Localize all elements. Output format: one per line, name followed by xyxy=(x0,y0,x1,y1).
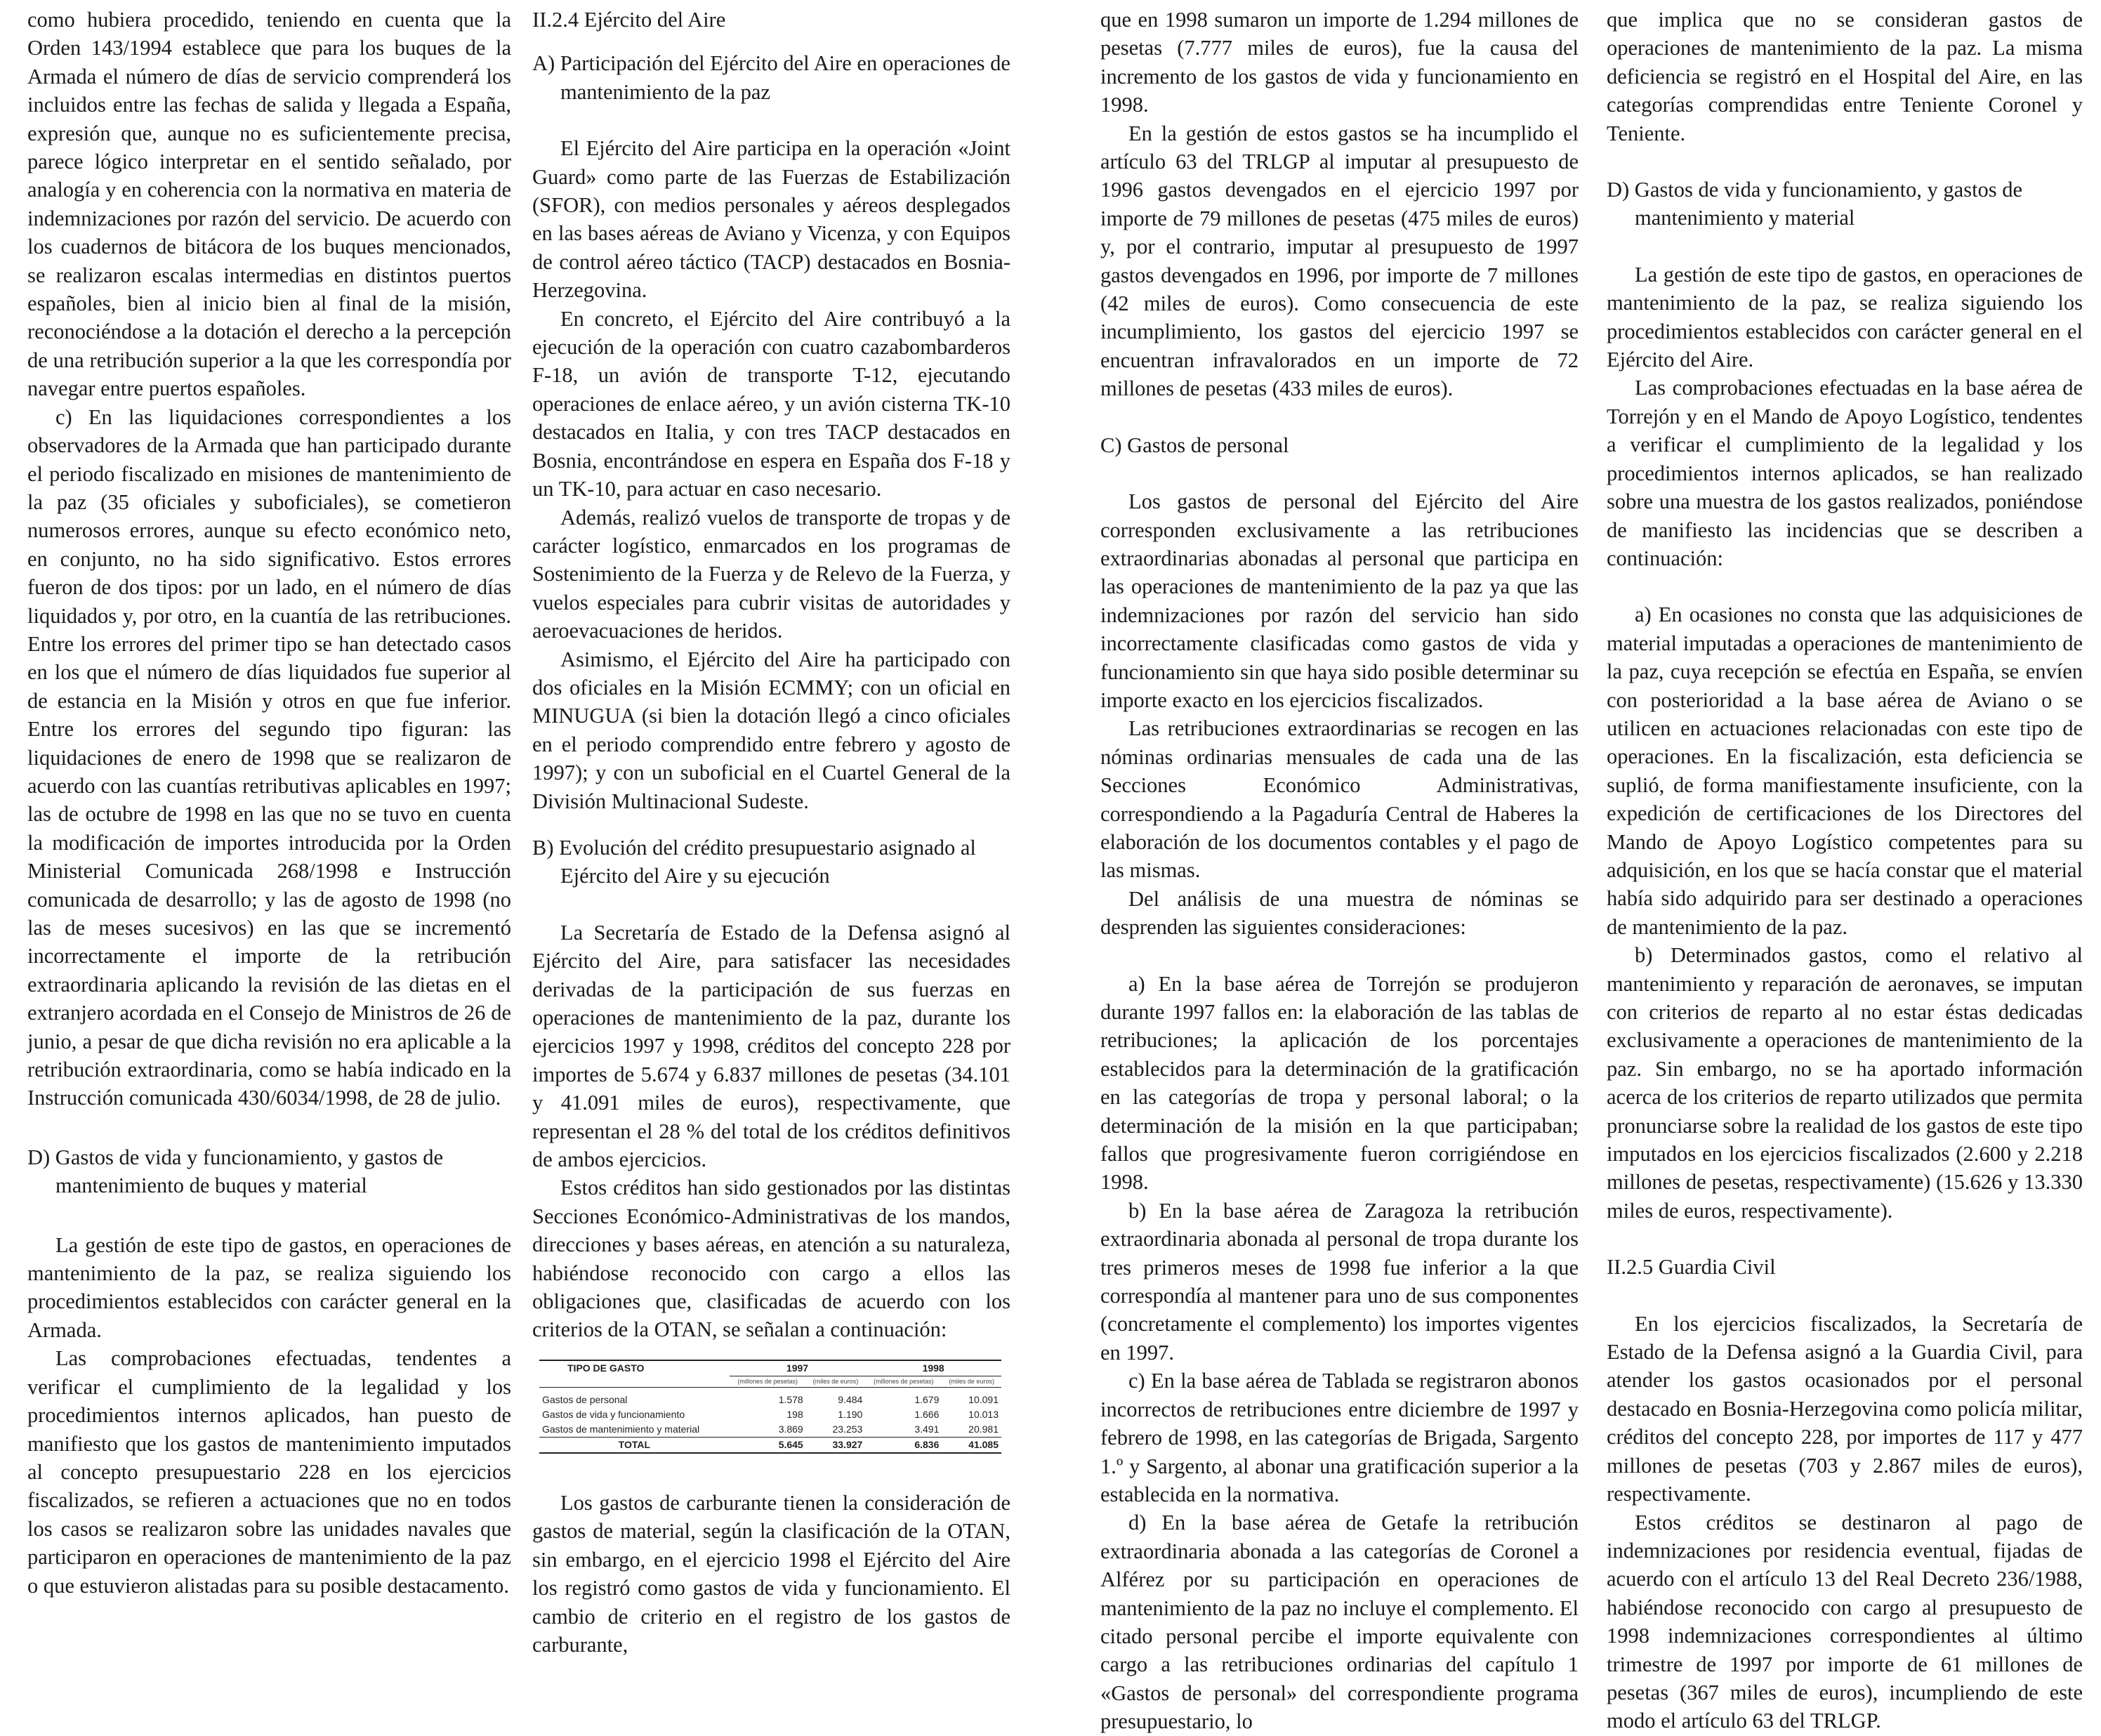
table-header-type: TIPO DE GASTO xyxy=(539,1360,730,1376)
cell: 198 xyxy=(786,1408,803,1420)
cell: 33.927 xyxy=(806,1437,866,1453)
cell: 3.869 xyxy=(778,1423,803,1435)
column-1 xyxy=(27,6,511,1618)
cell: 10.091 xyxy=(968,1393,999,1405)
paragraph: Estos créditos se destinaron al pago de indemnizaciones por residencia eventual, fijadas de acuerdo con el artículo 13 del Real Decreto 236/1988, habiéndose reconocido con cargo al presupuesto de 1998 indemnizaciones correspondientes al último trimestre de 1997 por importe de 61 millones de pesetas (367 miles de euros), incumpliendo de este modo el artículo 63 del TRLGP. xyxy=(1607,1510,2083,1733)
column-4 xyxy=(1607,6,2083,1733)
unit-label: (miles de euros) xyxy=(806,1376,866,1387)
column-2 xyxy=(532,6,1010,1657)
table-header-year: 1998 xyxy=(865,1360,1001,1376)
paragraph: Estos créditos han sido gestionados por las distintas Secciones Económico-Administrativas de los mandos, direcciones y bases aéreas, en atención a su naturaleza, habiéndose reconocido con cargo a ellos las obligaciones que, clasificadas de acuerdo con los criterios de la OTAN, se señalan a continuación: xyxy=(532,1176,1010,1342)
section-heading: C) Gastos de personal xyxy=(1100,433,1289,457)
paragraph: a) En la base aérea de Torrejón se produjeron durante 1997 fallos en: la elaboración de las tablas de retribuciones; la aplicación de los porcentajes establecidos para la determinación de la gratificación en las categorías de tropa y personal laboral; o la determinación de la misión en la que participaban; fallos que progresivamente fueron corrigiéndose en 1998. xyxy=(1100,971,1579,1195)
row-label: Gastos de mantenimiento y material xyxy=(542,1423,700,1435)
paragraph: a) En ocasiones no consta que las adquisiciones de material imputadas a operaciones de mantenimiento de la paz, cuya recepción se efectúa en España, se envíen con posterioridad a la base aérea de Aviano o se utilicen en actuaciones relacionadas con este tipo de operaciones. En la fiscalización, esta deficiencia se suplió, de forma manifiestamente insuficiente, con la expedición de certificaciones de los Directores del Mando de Apoyo Logístico competentes para su adquisición, en los que se hacía constar que el material había sido adquirido para ser destinado a operaciones de mantenimiento de la paz. xyxy=(1607,603,2083,939)
row-label: Gastos de personal xyxy=(542,1393,628,1405)
table-total-row xyxy=(539,1437,1001,1453)
paragraph: En los ejercicios fiscalizados, la Secretaría de Estado de la Defensa asignó a la Guardia Civil, para atender los gastos ocasionados por el personal destacado en Bosnia-Herzegovina como policía militar, créditos del concepto 228, por importes de 117 y 477 millones de pesetas (703 y 2.867 miles de euros), respectivamente. xyxy=(1607,1311,2083,1506)
paragraph: Del análisis de una muestra de nóminas se desprenden las siguientes consideraciones: xyxy=(1100,886,1579,940)
paragraph: como hubiera procedido, teniendo en cuenta que la Orden 143/1994 establece que para los buques de la Armada el número de días de servicio comprenderá los incluidos entre las fechas de salida y llegada a España, expresión que, aunque no es suficientemente precisa, parece lógico interpretar en el sentido señalado, por analogía y en coherencia con la normativa en materia de indemnizaciones por razón del servicio. De acuerdo con los cuadernos de bitácora de los buques mencionados, se realizaron escalas intermedias en distintos puertos españoles, bien al inicio bien al final de la misión, reconociéndose a la dotación el derecho a la percepción de una retribución superior a la que les correspondía por navegar entre puertos españoles. xyxy=(27,8,511,401)
unit-label: (miles de euros) xyxy=(942,1376,1001,1387)
paragraph: La gestión de este tipo de gastos, en operaciones de mantenimiento de la paz, se realiza siguiendo los procedimientos establecidos con carácter general en la Armada. xyxy=(27,1232,511,1342)
paragraph: que en 1998 sumaron un importe de 1.294 millones de pesetas (7.777 miles de euros), fue la causa del incremento de los gastos de vida y funcionamiento en 1998. xyxy=(1100,8,1579,117)
paragraph: d) En la base aérea de Getafe la retribución extraordinaria abonada a las categorías de Coronel a Alférez por su participación en operaciones de mantenimiento de la paz no incluye el complemento. El citado personal percibe el importe equivalente con cargo a las retribuciones ordinarias del capítulo 1 «Gastos de personal» del correspondiente programa presupuestario, lo xyxy=(1100,1511,1579,1734)
paragraph: En concreto, el Ejército del Aire contribuyó a la ejecución de la operación con cuatro cazabombarderos F-18, un avión de transporte T-12, ejecutando operaciones de enlace aéreo, y un avión cisterna TK-10 destacados en Italia, y con tres TACP destacados en Bosnia, encontrándose en espera en España dos F-18 y un TK-10, para actuar en caso necesario. xyxy=(532,306,1010,501)
paragraph: Los gastos de personal del Ejército del Aire corresponden exclusivamente a las retribuciones extraordinarias abonadas al personal que participa en las operaciones de mantenimiento de la paz ya que las indemnizaciones por razón del servicio han sido incorrectamente clasificadas como gastos de vida y funcionamiento sin que haya sido posible determinar su importe exacto en los ejercicios fiscalizados. xyxy=(1100,489,1579,712)
cell: 6.836 xyxy=(865,1437,942,1453)
section-heading: A) Participación del Ejército del Aire en operaciones de mantenimiento de la paz xyxy=(532,51,1010,104)
cell: 10.013 xyxy=(968,1408,999,1420)
column-3 xyxy=(1100,6,1579,1734)
cell: 5.645 xyxy=(730,1437,806,1453)
paragraph: c) En la base aérea de Tablada se registraron abonos incorrectos de retribuciones entre diciembre de 1997 y febrero de 1998, en las categorías de Brigada, Sargento 1.º y Sargento, al abonar una gratificación superior a la establecida en la normativa. xyxy=(1100,1369,1579,1506)
cell: 23.253 xyxy=(832,1423,863,1435)
section-heading: D) Gastos de vida y funcionamiento, y gastos de mantenimiento y material xyxy=(1607,178,2023,230)
unit-label: (millones de pesetas) xyxy=(865,1376,942,1387)
paragraph: La gestión de este tipo de gastos, en operaciones de mantenimiento de la paz, se realiza siguiendo los procedimientos establecidos con carácter general en el Ejército del Aire. xyxy=(1607,262,2083,372)
paragraph: Además, realizó vuelos de transporte de tropas y de carácter logístico, enmarcados en los programas de Sostenimiento de la Fuerza y de Relevo de la Fuerza, y vuelos especiales para cubrir visitas de autoridades y aeroevacuaciones de heridos. xyxy=(532,505,1010,643)
paragraph: Las comprobaciones efectuadas, tendentes a verificar el cumplimiento de la legalidad y los procedimientos internos aplicados, han puesto de manifiesto que los gastos de mantenimiento imputados al concepto presupuestario 228 en los ejercicios fiscalizados, se refieren a actuaciones que no en todos los casos se realizaron sobre las unidades navales que participaron en operaciones de mantenimiento de la paz o que estuvieron alistadas para su posible destacamento. xyxy=(27,1346,511,1598)
paragraph: Asimismo, el Ejército del Aire ha participado con dos oficiales en la Misión ECMMY; con un oficial en MINUGUA (si bien la dotación llegó a cinco oficiales en el periodo comprendido entre febrero y agosto de 1997); y con un suboficial en el Cuartel General de la División Multinacional Sudeste. xyxy=(532,647,1010,813)
row-label: TOTAL xyxy=(539,1437,730,1453)
paragraph: La Secretaría de Estado de la Defensa asignó al Ejército del Aire, para satisfacer las necesidades derivadas de la participación de sus fuerzas en operaciones de mantenimiento de la paz, durante los ejercicios 1997 y 1998, créditos del concepto 228 por importes de 5.674 y 6.837 millones de pesetas (34.101 y 41.091 miles de euros), respectivamente, que representan el 28 % del total de los créditos definitivos de ambos ejercicios. xyxy=(532,920,1010,1172)
table-row xyxy=(539,1407,1001,1422)
table-row xyxy=(539,1422,1001,1438)
cell: 1.679 xyxy=(914,1393,940,1405)
paragraph: b) En la base aérea de Zaragoza la retribución extraordinaria abonada al personal de tropa durante los tres primeros meses de 1998 fue inferior a la que correspondía al mantener para uno de sus componentes (concretamente el complemento) los importes vigentes en 1997. xyxy=(1100,1198,1579,1365)
table-header-year: 1997 xyxy=(730,1360,866,1376)
paragraph: Las retribuciones extraordinarias se recogen en las nóminas ordinarias mensuales de cada una de las Secciones Económico Administrativas, correspondiendo a la Pagaduría Central de Haberes la elaboración de los documentos contables y el pago de las mismas. xyxy=(1100,716,1579,883)
section-heading: D) Gastos de vida y funcionamiento, y gastos de mantenimiento de buques y material xyxy=(27,1145,444,1198)
section-title: II.2.4 Ejército del Aire xyxy=(532,8,726,32)
paragraph: c) En las liquidaciones correspondientes a los observadores de la Armada que han participado durante el periodo fiscalizado en misiones de mantenimiento de la paz (35 oficiales y suboficiales), se cometieron numerosos errores, aunque su efecto económico neto, en conjunto, no ha sido significativo. Estos errores fueron de dos tipos: por un lado, en el número de días liquidados y, por otro, en la cuantía de las retribuciones. Entre los errores del primer tipo se han detectado casos en los que el número de días liquidados fue superior al de estancia en la Misión y otros en que fue inferior. Entre los errores del segundo tipo figuran: las liquidaciones de enero de 1998 que se realizaron de acuerdo con las cuantías retributivas aplicables en 1997; las de octubre de 1998 en las que no se tuvo en cuenta la modificación de importes introducida por la Orden Ministerial Comunicada 268/1998 e Instrucción comunicada de desarrollo; y las de agosto de 1998 (no las de meses sucesivos) en las que se incrementó incorrectamente el importe de la retribución extraordinaria aplicando la revisión de las dietas en el extranjero acordada en el Consejo de Ministros de 26 de junio, a pesar de que dicha revisión no era aplicable a la retribución extraordinaria, como se había indicado en la Instrucción comunicada 430/6034/1998, de 28 de julio. xyxy=(27,405,511,1110)
paragraph: Los gastos de carburante tienen la consideración de gastos de material, según la clasificación de la OTAN, sin embargo, en el ejercicio 1998 el Ejército del Aire los registró como gastos de vida y funcionamiento. El cambio de criterio en el registro de los gastos de carburante, xyxy=(532,1490,1010,1657)
cell: 3.491 xyxy=(914,1423,940,1435)
table-row xyxy=(539,1387,1001,1407)
paragraph: que implica que no se consideran gastos de operaciones de mantenimiento de la paz. La misma deficiencia se registró en el Hospital del Aire, en las categorías comprendidas entre Teniente Coronel y Teniente. xyxy=(1607,8,2083,145)
row-label: Gastos de vida y funcionamiento xyxy=(542,1408,685,1420)
paragraph: El Ejército del Aire participa en la operación «Joint Guard» como parte de las Fuerzas de Estabilización (SFOR), con medios personales y aéreos desplegados en las bases aéreas de Aviano y Vicenza, y con Equipos de control aéreo táctico (TACP) destacados en Bosnia-Herzegovina. xyxy=(532,136,1010,303)
cell: 1.578 xyxy=(778,1393,803,1405)
paragraph: b) Determinados gastos, como el relativo al mantenimiento y reparación de aeronaves, se imputan con criterios de reparto al no estar éstas dedicadas exclusivamente a operaciones de mantenimiento de la paz. Sin embargo, no se ha aportado información acerca de los criterios de reparto utilizados que permita pronunciarse sobre la realidad de los gastos de este tipo imputados en los ejercicios fiscalizados (2.600 y 2.218 millones de pesetas, respectivamente) (15.626 y 13.330 miles de euros, respectivamente). xyxy=(1607,943,2083,1223)
cell: 20.981 xyxy=(968,1423,999,1435)
section-heading: B) Evolución del crédito presupuestario asignado al Ejército del Aire y su ejecución xyxy=(532,835,976,888)
paragraph: En la gestión de estos gastos se ha incumplido el artículo 63 del TRLGP al imputar al presupuesto de 1996 gastos devengados en el ejercicio 1997 por importe de 79 millones de pesetas (475 miles de euros) y, por el contrario, imputar al presupuesto de 1997 gastos devengados en 1996, por importe de 7 millones (42 miles de euros). Como consecuencia de este incumplimiento, los gastos del ejercicio 1997 se encuentran infravalorados en un importe de 72 millones de pesetas (433 miles de euros). xyxy=(1100,121,1579,401)
paragraph: Las comprobaciones efectuadas en la base aérea de Torrejón y en el Mando de Apoyo Logístico, tendentes a verificar el cumplimiento de la legalidad y los procedimientos internos aplicados, se han realizado sobre una muestra de los gastos realizados, poniéndose de manifiesto las incidencias que se describen a continuación: xyxy=(1607,376,2083,570)
section-title: II.2.5 Guardia Civil xyxy=(1607,1255,1776,1280)
expenses-table xyxy=(539,1360,1001,1454)
cell: 9.484 xyxy=(838,1393,863,1405)
cell: 41.085 xyxy=(942,1437,1001,1453)
cell: 1.190 xyxy=(838,1408,863,1420)
cell: 1.666 xyxy=(914,1408,940,1420)
unit-label: (millones de pesetas) xyxy=(730,1376,806,1387)
